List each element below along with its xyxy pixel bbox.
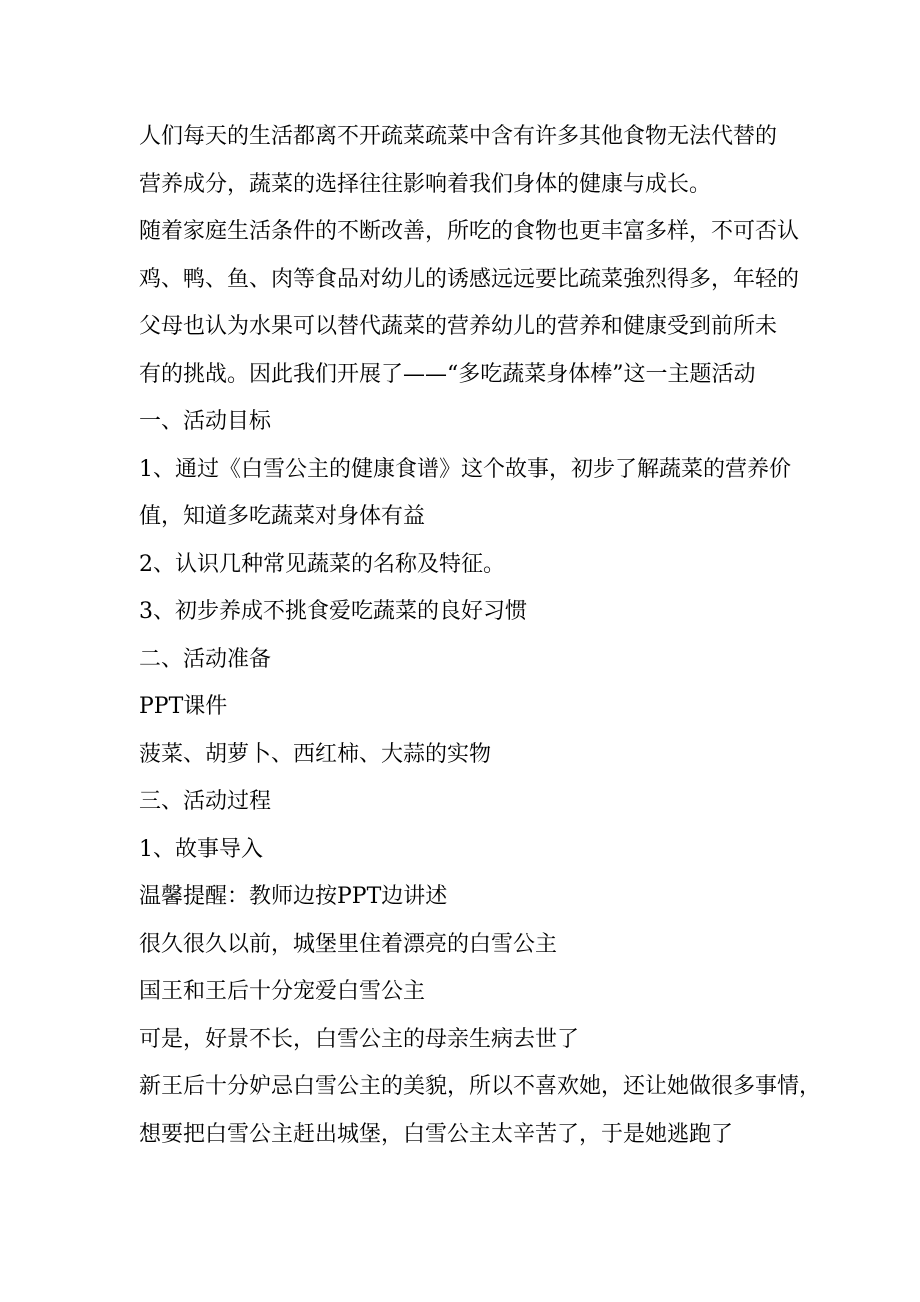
process-step-1: 1、故事导入 xyxy=(139,836,263,862)
intro-line-3: 随着家庭生活条件的不断改善，所吃的食物也更丰富多样，不可否认 xyxy=(139,219,800,244)
document-body xyxy=(139,113,822,1158)
goal-1-line-2: 值，知道多吃蔬菜对身体有益 xyxy=(139,504,426,529)
intro-line-1: 人们每天的生活都离不开疏菜疏菜中含有许多其他食物无法代替的 xyxy=(139,124,778,149)
story-line-2: 国王和王后十分宠爱白雪公主 xyxy=(139,979,426,1004)
story-line-4: 新王后十分妒忌白雪公主的美貌，所以不喜欢她，还让她做很多事情， xyxy=(139,1074,822,1099)
goal-2: 2、认识几种常见蔬菜的名称及特征。 xyxy=(139,551,505,577)
section-heading-preparation: 二、活动准备 xyxy=(139,646,272,672)
section-heading-goals: 一、活动目标 xyxy=(139,409,272,434)
section-heading-process: 三、活动过程 xyxy=(139,789,272,814)
story-line-5: 想要把白雪公主赶出城堡，白雪公主太辛苦了，于是她逃跑了 xyxy=(139,1121,734,1147)
intro-line-6: 有的挑战。因此我们开展了——“多吃蔬菜身体棒”这一主题活动 xyxy=(139,361,756,387)
goal-1-line-1: 1、通过《白雪公主的健康食谱》这个故事，初步了解蔬菜的营养价 xyxy=(139,456,791,482)
intro-line-2: 营养成分，蔬菜的选择往往影响着我们身体的健康与成长。 xyxy=(139,171,712,197)
preparation-ppt: PPT课件 xyxy=(139,694,228,719)
teacher-tip: 温馨提醒：教师边按PPT边讲述 xyxy=(139,884,448,909)
story-line-3: 可是，好景不长，白雪公主的母亲生病去世了 xyxy=(139,1026,580,1052)
story-line-1: 很久很久以前，城堡里住着漂亮的白雪公主 xyxy=(139,931,558,957)
intro-line-5: 父母也认为水果可以替代蔬菜的营养幼儿的营养和健康受到前所未 xyxy=(139,314,778,339)
goal-3: 3、初步养成不挑食爱吃蔬菜的良好习惯 xyxy=(139,599,527,624)
intro-line-4: 鸡、鸭、鱼、肉等食品对幼儿的诱感远远要比疏菜強烈得多，年轻的 xyxy=(139,266,800,292)
preparation-materials: 菠菜、胡萝卜、西红柿、大蒜的实物 xyxy=(139,741,492,767)
